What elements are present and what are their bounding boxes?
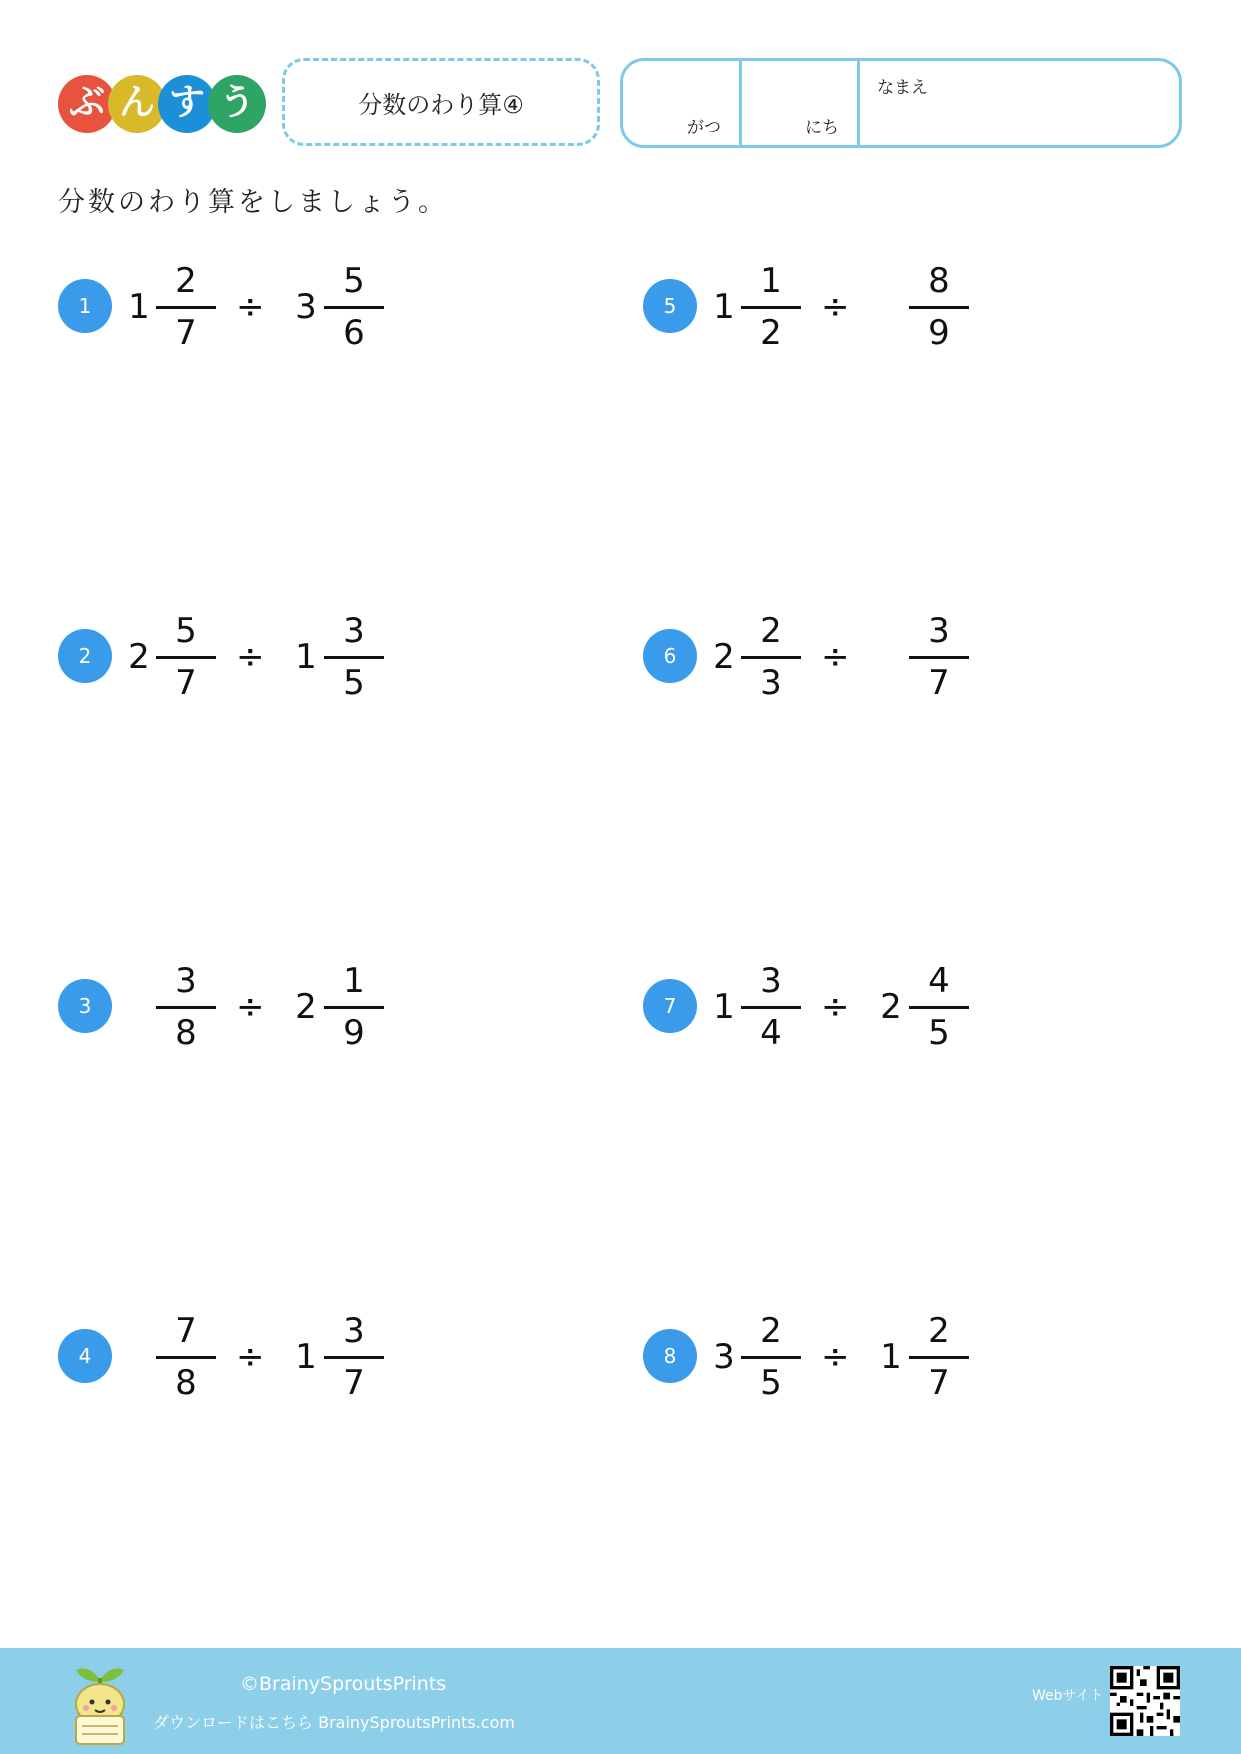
first-fraction <box>156 254 216 354</box>
fraction-bar <box>156 1006 216 1009</box>
fraction-bar <box>741 306 801 309</box>
second-fraction <box>909 254 969 354</box>
second-fraction <box>324 954 384 1054</box>
logo-char-2: ん <box>108 75 166 133</box>
division-sign: ÷ <box>821 1337 850 1377</box>
fraction-bar <box>324 1006 384 1009</box>
first-numerator: 2 <box>175 261 197 301</box>
first-fraction <box>741 254 801 354</box>
fraction-bar <box>741 656 801 659</box>
first-whole-number: 3 <box>713 1337 735 1377</box>
second-denominator: 5 <box>343 663 365 703</box>
second-fraction <box>909 954 969 1054</box>
first-whole-number: 2 <box>128 637 150 677</box>
second-fraction <box>909 1304 969 1404</box>
qr-code-icon[interactable] <box>1110 1666 1180 1736</box>
problem-8 <box>643 1304 1203 1404</box>
logo <box>58 75 268 133</box>
first-whole-number: 1 <box>128 287 150 327</box>
first-denominator: 2 <box>760 313 782 353</box>
first-whole-number: 1 <box>713 987 735 1027</box>
fraction-bar <box>324 306 384 309</box>
first-numerator: 7 <box>175 1311 197 1351</box>
first-fraction <box>741 1304 801 1404</box>
fraction-bar <box>324 656 384 659</box>
fraction-bar <box>156 656 216 659</box>
division-sign: ÷ <box>236 637 265 677</box>
second-whole-number: 2 <box>295 987 317 1027</box>
first-numerator: 3 <box>760 961 782 1001</box>
problem-number-badge: 4 <box>58 1329 112 1383</box>
first-fraction <box>741 954 801 1054</box>
second-fraction <box>324 254 384 354</box>
first-denominator: 5 <box>760 1363 782 1403</box>
second-whole-number: 3 <box>295 287 317 327</box>
instruction-text: 分数のわり算をしましょう。 <box>58 187 448 218</box>
divider <box>739 61 742 145</box>
second-numerator: 8 <box>928 261 950 301</box>
second-denominator: 6 <box>343 313 365 353</box>
problem-6 <box>643 604 1203 704</box>
first-numerator: 2 <box>760 1311 782 1351</box>
first-denominator: 8 <box>175 1013 197 1053</box>
first-denominator: 8 <box>175 1363 197 1403</box>
first-numerator: 5 <box>175 611 197 651</box>
problem-3 <box>58 954 618 1054</box>
division-sign: ÷ <box>821 987 850 1027</box>
second-fraction <box>324 1304 384 1404</box>
second-whole-number: 1 <box>880 1337 902 1377</box>
division-sign: ÷ <box>236 1337 265 1377</box>
second-fraction <box>324 604 384 704</box>
second-whole-number: 2 <box>880 987 902 1027</box>
problem-7 <box>643 954 1203 1054</box>
division-sign: ÷ <box>821 637 850 677</box>
name-label: なまえ <box>877 78 928 98</box>
worksheet-title <box>282 58 600 146</box>
second-denominator: 7 <box>928 663 950 703</box>
second-numerator: 3 <box>928 611 950 651</box>
first-denominator: 7 <box>175 663 197 703</box>
sprout-mascot-icon <box>68 1660 132 1746</box>
first-fraction <box>741 604 801 704</box>
second-numerator: 3 <box>343 1311 365 1351</box>
second-whole-number: 1 <box>295 1337 317 1377</box>
second-denominator: 7 <box>928 1363 950 1403</box>
problem-2 <box>58 604 618 704</box>
fraction-bar <box>909 1356 969 1359</box>
second-denominator: 5 <box>928 1013 950 1053</box>
division-sign: ÷ <box>236 987 265 1027</box>
problem-number-badge: 2 <box>58 629 112 683</box>
website-label: Webサイト <box>1032 1688 1104 1704</box>
first-fraction <box>156 1304 216 1404</box>
download-link[interactable]: ダウンロードはこちら BrainySproutsPrints.com <box>153 1713 515 1732</box>
month-label: がつ <box>687 118 721 138</box>
problem-number-badge: 5 <box>643 279 697 333</box>
fraction-bar <box>909 656 969 659</box>
problem-number-badge: 6 <box>643 629 697 683</box>
fraction-bar <box>741 1356 801 1359</box>
first-numerator: 1 <box>760 261 782 301</box>
second-denominator: 7 <box>343 1363 365 1403</box>
second-numerator: 2 <box>928 1311 950 1351</box>
fraction-bar <box>156 306 216 309</box>
logo-char-1: ぶ <box>58 75 116 133</box>
first-fraction <box>156 604 216 704</box>
first-numerator: 2 <box>760 611 782 651</box>
problem-number-badge: 3 <box>58 979 112 1033</box>
problem-number-badge: 1 <box>58 279 112 333</box>
problem-5 <box>643 254 1203 354</box>
first-denominator: 7 <box>175 313 197 353</box>
fraction-bar <box>741 1006 801 1009</box>
logo-char-3: す <box>158 75 216 133</box>
problem-1 <box>58 254 618 354</box>
worksheet-title-text: 分数のわり算④ <box>358 90 524 119</box>
first-whole-number: 1 <box>713 287 735 327</box>
second-numerator: 5 <box>343 261 365 301</box>
second-fraction <box>909 604 969 704</box>
problem-4 <box>58 1304 618 1404</box>
first-denominator: 3 <box>760 663 782 703</box>
second-numerator: 4 <box>928 961 950 1001</box>
day-label: にち <box>805 118 839 138</box>
second-denominator: 9 <box>343 1013 365 1053</box>
division-sign: ÷ <box>821 287 850 327</box>
problem-number-badge: 8 <box>643 1329 697 1383</box>
fraction-bar <box>909 1006 969 1009</box>
divider <box>857 61 860 145</box>
first-denominator: 4 <box>760 1013 782 1053</box>
first-numerator: 3 <box>175 961 197 1001</box>
second-whole-number: 1 <box>295 637 317 677</box>
second-denominator: 9 <box>928 313 950 353</box>
first-whole-number: 2 <box>713 637 735 677</box>
problem-number-badge: 7 <box>643 979 697 1033</box>
second-numerator: 1 <box>343 961 365 1001</box>
fraction-bar <box>324 1356 384 1359</box>
second-numerator: 3 <box>343 611 365 651</box>
fraction-bar <box>156 1356 216 1359</box>
division-sign: ÷ <box>236 287 265 327</box>
fraction-bar <box>909 306 969 309</box>
footer <box>0 1648 1241 1754</box>
logo-char-4: う <box>208 75 266 133</box>
date-name-box <box>620 58 1182 148</box>
first-fraction <box>156 954 216 1054</box>
copyright-text: ©BrainySproutsPrints <box>240 1673 447 1695</box>
